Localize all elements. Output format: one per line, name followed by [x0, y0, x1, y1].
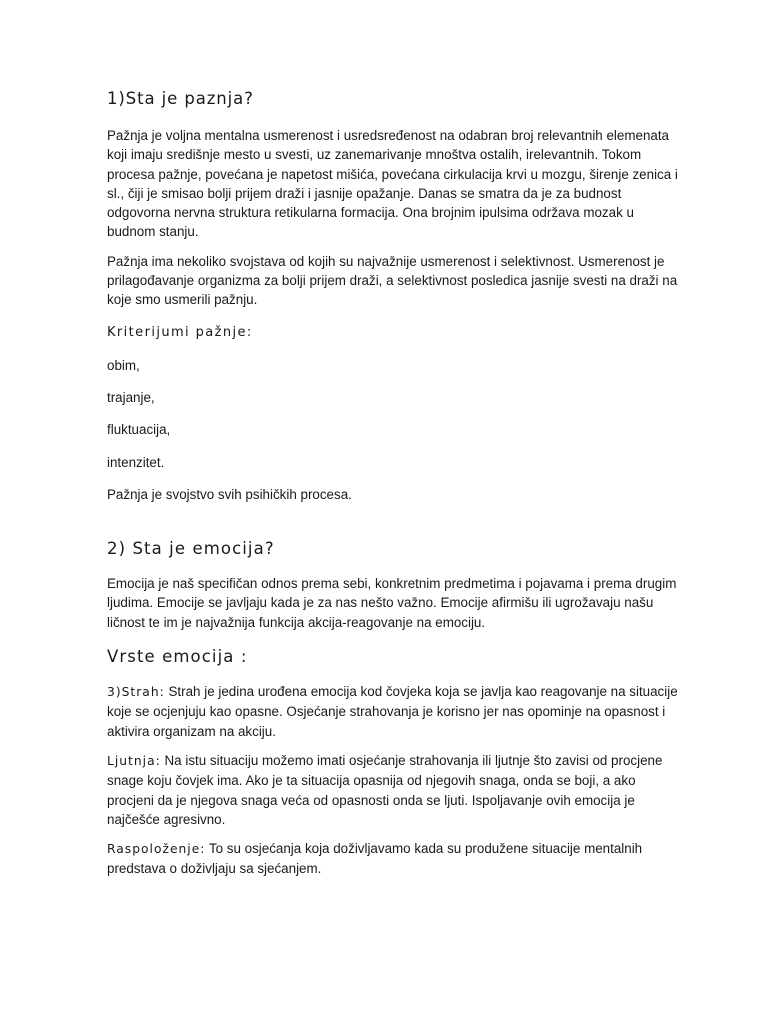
text-line: prilagođavanje organizma za bolji prijem draži, a selektivnost posledica jasnije svesti na draži na: [107, 273, 678, 289]
section2-title: 2) Sta je emocija?: [107, 539, 275, 559]
text-line: sl., čiji je smisao bolji prijem draži i jasnije opažanje. Danas se smatra da je za budnost: [107, 185, 622, 201]
text-line: koje smo usmerili pažnju.: [107, 292, 258, 308]
text-line: Emocija je naš specifičan odnos prema sebi, konkretnim predmetima i pojavama i prema drugim: [107, 576, 677, 592]
text-line: procesa pažnje, povećana je napetost mišića, povećana cirkulacija krvi u mozgu, širenje zenica i: [107, 166, 678, 182]
strah-label: 3)Strah:: [107, 685, 165, 700]
text-line: odgovorna nervna struktura retikularna formacija. Ona brojnim ipulsima održava mozak u: [107, 205, 634, 221]
section1-closing: Pažnja je svojstvo svih psihičkih procesa.: [107, 486, 352, 502]
text-line: ličnost te im je najvažnija funkcija akcija-reagovanje na emociju.: [107, 614, 486, 630]
criteria-item: intenzitet.: [107, 454, 165, 470]
criteria-item: trajanje,: [107, 389, 155, 405]
criteria-item: fluktuacija,: [107, 422, 171, 438]
text-line: koji imaju središnje mesto u svesti, uz zanemarivanje mnoštva ostalih, irelevantnih. Tokom: [107, 147, 642, 163]
text-line: [107, 751, 697, 771]
raspolozenje-text: To su osjećanja koja doživljavamo kada su produžene situacije mentalnih: [205, 841, 643, 857]
text-line: [107, 682, 697, 702]
text-line: najčešće agresivno.: [107, 811, 226, 827]
text-line: Pažnja ima nekoliko svojstava od kojih su najvažnije usmerenost i selektivnost. Usmerenost je: [107, 253, 665, 269]
section2-paragraph1: [107, 574, 697, 632]
text-line: ljudima. Emocije se javljaju kada je za nas nešto važno. Emocije afirmišu ili ugrožavaju našu: [107, 595, 654, 611]
text-line: Pažnja je voljna mentalna usmerenost i usredsređenost na odabran broj relevantnih elemenata: [107, 128, 670, 143]
section1-title: 1)Sta je paznja?: [107, 89, 254, 108]
text-line: [107, 839, 697, 859]
ljutnja-text: Na istu situaciju možemo imati osjećanje strahovanja ili ljutnje što zavisi od procjene: [160, 752, 663, 768]
strah-paragraph: [107, 682, 697, 741]
criteria-heading: Kriterijumi pažnje:: [107, 324, 253, 340]
criteria-item: obim,: [107, 357, 140, 373]
ljutnja-paragraph: [107, 751, 697, 829]
text-line: aktivira organizam na akciju.: [107, 723, 276, 739]
raspolozenje-paragraph: [107, 839, 697, 879]
section1-paragraph1: [107, 126, 697, 242]
text-line: procjeni da je njegova snaga veća od opasnosti onda se ljuti. Ispoljavanje ovih emocija je: [107, 792, 635, 808]
strah-text: Strah je jedina urođena emocija kod čovjeka koja se javlja kao reagovanje na situacije: [164, 684, 678, 700]
text-line: koje se ocjenjuju kao opasne. Osjećanje strahovanja je korisno jer nas opominje na opasnost i: [107, 704, 666, 720]
text-line: snage koju čovjek ima. Ako je ta situacija opasnija od njegovih snaga, onda se boji, a ako: [107, 773, 636, 789]
types-heading: Vrste emocija :: [107, 647, 248, 667]
document-page: [107, 88, 697, 879]
section1-paragraph2: [107, 252, 697, 310]
text-line: budnom stanju.: [107, 224, 199, 240]
ljutnja-label: Ljutnja:: [107, 753, 161, 768]
text-line: predstava o doživljaju sa sjećanjem.: [107, 861, 322, 877]
raspolozenje-label: Raspoloženje:: [107, 842, 206, 857]
